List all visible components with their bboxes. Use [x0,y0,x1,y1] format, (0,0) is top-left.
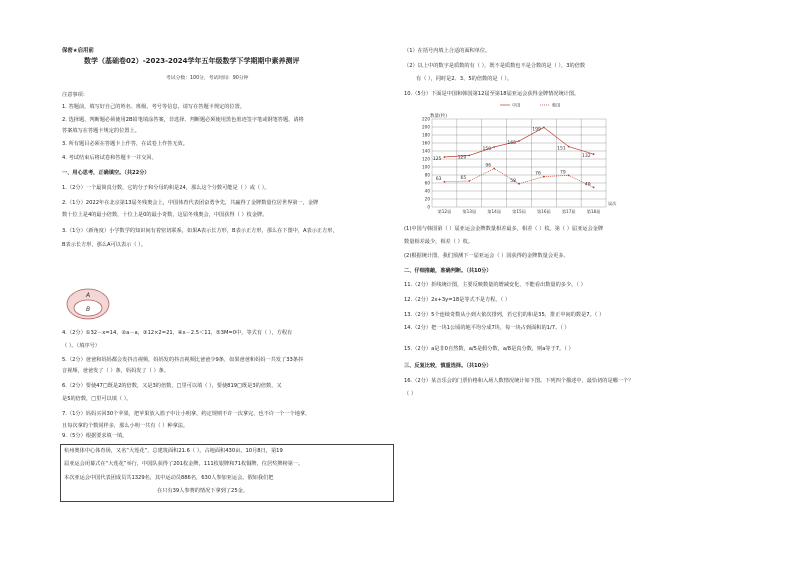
question-10: 10.（5分）下面是中国和韩国第12届至第18届亚运会获得金牌情况统计图。 [404,91,580,97]
question-10-part-2: (2)根据统计图，我们预测下一届亚运会（ ）国获得的金牌数量会更多。 [404,253,569,259]
x-tick-label: 第14届 [487,209,502,214]
q9-part-2: （2）以上中的数字是质数的有（ ），既不是质数也不是合数的是（ ），3的倍数 [404,63,586,69]
legend-label: 韩国 [552,102,561,108]
question-5: 5.（2分）爸爸和妈妈都会发抖音视频，妈妈发的抖音视频比爸爸少9条，如果爸爸和妈妈一共发了33条抖 [62,357,304,363]
question-12: 12.（2分）2x+3y=18是等式不是方程。（ ） [404,297,511,303]
data-point [568,175,570,177]
venn-label-b: B [85,306,91,313]
data-point [568,146,570,148]
x-tick-label: 第15届 [512,209,526,214]
section-heading: 二、仔细推敲，准确判断。（共10分） [404,268,492,274]
notes-item: 1. 答题前，填写好自己的姓名、班级、考号等信息，请写在答题卡规定的位置。 [62,104,245,110]
data-point [593,187,595,189]
y-tick-label: 220 [422,116,430,122]
y-tick-label: 0 [427,204,430,210]
x-tick-label: 第12届 [437,209,452,214]
question-2-cont: 数十位上是4的最小倍数，十位上是0的最小奇数，这届冬残奥会，中国获得（ ）枚金牌。 [62,212,268,218]
notes-item: 答案填写在答题卡规定的位置上。 [62,128,140,134]
passage-line: 在只有39人参赛的情况下拿到了25金。 [157,488,249,494]
passage-line: 本次亚运会中国代表团成员共1329名，其中运动员886名，630人参加亚运会。假如我们把 [64,475,274,481]
notes-item: 2. 选择题、判断题必须使用2B铅笔填涂答案，非选择、判断题必须使用黑色墨迹签字笔或钢笔答题，请将 [62,117,304,123]
y-tick-label: 60 [424,180,430,186]
notes-item: 3. 所有题目必须在答题卡上作答，在试卷上作答无效。 [62,141,188,147]
question-16: 16.（2分）某音乐会的门票价格和入场人数情况统计如下图。下列四个描述中，最恰切的是哪一个？ [404,378,634,384]
data-point [468,155,470,157]
question-6: 6.（2分）要使47□既是2的倍数，又是3的倍数，□里可以填（ ），要使819□既是3的倍数，又 [62,383,282,389]
data-point [444,181,446,183]
data-label: 132 [581,154,591,160]
y-tick-label: 200 [422,124,430,130]
exam-meta: 考试分数：100分，考试时间：90分钟 [166,76,249,81]
question-3-cont: B表示长方形，那么A可以表示（ ）。 [62,242,146,248]
data-label: 150 [482,147,492,152]
passage-line: 杭州奥体中心体育场，又名“大莲花”，总建筑面积21.6（ ），占地面积430亩。10月8日，第19 [64,448,283,454]
y-tick-label: 20 [424,196,430,202]
question-16-cont: （ ） [404,391,417,397]
data-label: 96 [485,163,492,169]
y-axis-label: 数量(枚) [430,114,448,119]
question-15: 15.（2分）a是非0自然数，a/5是假分数，a/8是真分数，则a等于7。（ ） [404,346,574,352]
question-5-cont: 音视频，爸爸发了（ ）条，妈妈发了（ ）条。 [62,368,170,374]
data-label: 58 [510,178,516,184]
data-label: 79 [559,170,566,176]
data-label: 151 [557,146,566,152]
question-1: 1.（2分）一个最简真分数，它的分子和分母的积是24，那么这个分数可能是（ ）或（ ）。 [62,185,270,191]
notes-heading: 注意事项： [62,92,88,98]
data-point [543,176,545,178]
y-tick-label: 140 [422,148,430,154]
question-2: 2.（1分）2022年在北京第13届冬残奥会上，中国体育代表团奋勇争先，共赢得了金牌数量位居世界第一，金牌 [62,200,319,206]
x-tick-label: 第13届 [462,209,477,214]
legend-label: 中国 [512,102,521,108]
x-tick-label: 第18届 [586,209,601,214]
data-label: 76 [535,171,541,177]
data-label: 63 [435,176,442,182]
x-tick-label: 第16届 [536,209,551,214]
question-9: 9.（5分）根据要求填一填。 [62,433,128,439]
y-tick-label: 80 [424,172,430,178]
y-tick-label: 40 [424,188,430,194]
question-10-part-1-cont: 数量相差最少，相差（ ）枚。 [404,239,474,245]
q9-part-2-cont: 有（ ），同时是2、3、5的倍数的是（ ）。 [416,76,513,82]
reading-passage [60,444,394,502]
venn-label-a: A [85,292,91,299]
y-tick-label: 160 [422,140,430,146]
passage-line: 届亚运会闭幕式在“大莲花”举行，中国队获得了201枚金牌，111枚银牌和71枚铜牌，位居奖牌榜第一。 [64,461,304,467]
x-tick-label: 第17届 [561,209,576,214]
question-6-cont: 是5的倍数，□里可以填（ ）。 [62,396,132,402]
data-label: 165 [507,141,516,146]
data-label: 125 [432,157,442,162]
secret-label: 保密★启用前 [62,48,94,54]
y-tick-label: 120 [422,156,430,162]
question-3: 3.（1分）（新角度）小学数学的知识间有着密切联系，如果A表示长方形，B表示正方形，那么在下图中，A表示正方形， [62,228,338,234]
notes-item: 4. 考试结束后将试卷和答题卡一并交回。 [62,155,157,161]
question-4-cont: （ ）。（填序号） [62,343,100,349]
section-heading: 三、反复比较，慎重选择。（共10分） [404,363,492,369]
question-13: 13.（2分）5个连续奇数从小到大依次排列，若它们的和是35，排正中间的数是7。（ ） [404,312,605,318]
data-label: 129 [457,155,467,161]
question-7-cont: 且每次拿的个数同样多，那么小明一共有（ ）种拿法。 [62,423,189,429]
data-label: 65 [460,176,467,181]
section-heading: 一、用心思考，正确填空。（共22分） [62,170,150,176]
data-point [518,140,520,142]
data-label: 199 [532,127,541,133]
data-point [493,168,495,170]
q9-part-1: （1）在括号内填上合适的面积单位。 [404,48,491,54]
y-tick-label: 100 [422,164,430,170]
question-4: 4.（2分）①32－x=14，②a－a，③12×2=21，④x－2.5＜11，⑤3M=0中，等式有（ ），方程有 [62,330,293,336]
data-label: 49 [584,182,591,188]
y-tick-label: 180 [422,132,430,138]
data-point [593,153,595,155]
gold-medal-line-chart [418,102,736,219]
question-10-part-1: (1)中国与韩国第（ ）届亚运会金牌数量相差最多，相差（ ）枚。第（ ）届亚运会金牌 [404,226,604,232]
x-axis-label: 届次 [608,201,617,206]
venn-diagram [66,288,110,320]
question-7: 7.（1分）妈妈买回30个苹果，把苹果放入篮子中让小明拿，约定规则不许一次拿完，也不许一个一个地拿， [62,411,311,417]
question-14: 14.（2分）把一块1公顷的地平均分成7块，每一块占到面积的1/7。（ ） [404,325,570,331]
data-point [468,180,470,182]
data-point [493,146,495,148]
question-11: 11.（2分）折线统计图，主要反映数量的增减变化，不能看出数量的多少。（ ） [404,282,586,288]
exam-title: 数学（基础卷02）-2023-2024学年五年级数学下学期期中素养测评 [84,57,300,65]
data-point [444,156,446,158]
data-point [518,183,520,185]
data-point [543,127,545,129]
